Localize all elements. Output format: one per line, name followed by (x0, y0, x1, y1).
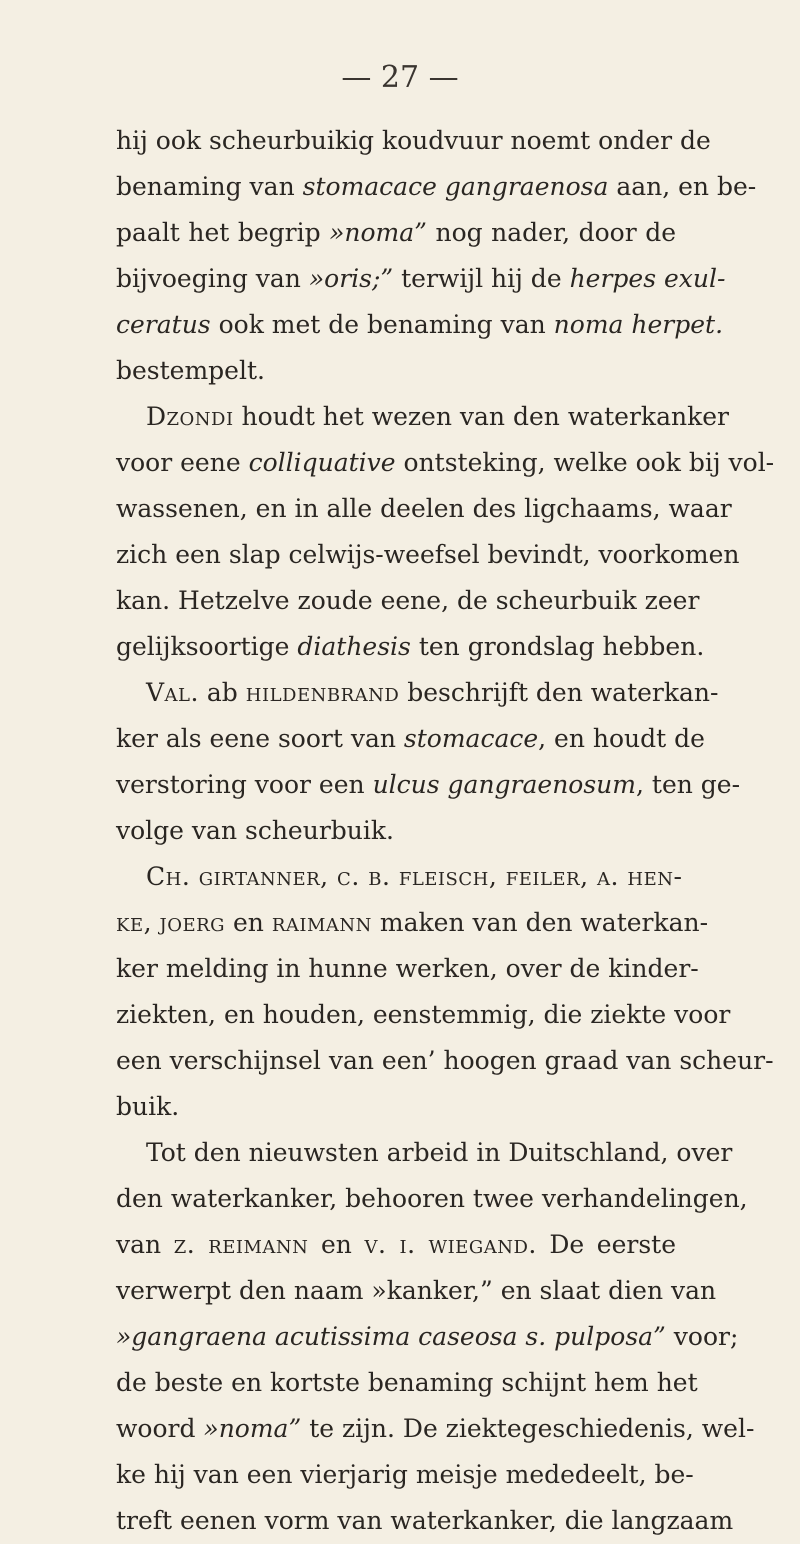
text-line (116, 992, 731, 1038)
text-line (116, 808, 676, 854)
text-segment: ook met de benaming van (210, 310, 554, 339)
small-caps-text: Ch. girtanner, c. b. fleisch, feiler, a. hen- (146, 862, 683, 891)
text-line (116, 1084, 676, 1130)
text-line (116, 1360, 698, 1406)
body-text (116, 118, 775, 1544)
small-caps-text: ke (116, 908, 144, 937)
text-segment: een verschijnsel van een’ hoogen graad van scheur- (116, 1046, 774, 1075)
text-segment: , ten ge- (636, 770, 741, 799)
italic-text: »oris;” (308, 264, 394, 293)
text-segment: en (225, 908, 272, 937)
text-segment: , en houdt de (538, 724, 705, 753)
text-segment: hij ook scheurbuikig koudvuur noemt onder de (116, 126, 711, 155)
text-line (116, 946, 699, 992)
small-caps-text: joerg (159, 908, 226, 937)
text-line (116, 486, 732, 532)
italic-text: »noma” (203, 1414, 302, 1443)
text-segment: paalt het begrip (116, 218, 330, 247)
text-segment: buik. (116, 1092, 180, 1121)
text-line (116, 1130, 733, 1176)
text-line (116, 348, 676, 394)
text-line (116, 670, 719, 716)
small-caps-text: hildenbrand (245, 678, 400, 707)
text-segment: den waterkanker, behooren twee verhandelingen, (116, 1184, 748, 1213)
text-line (116, 1406, 755, 1452)
text-segment: ab (198, 678, 246, 707)
text-segment: terwijl hij de (393, 264, 570, 293)
italic-text: »gangraena acutissima caseosa s. pulposa” (116, 1322, 666, 1351)
italic-text: ulcus gangraenosum (372, 770, 636, 799)
text-line (116, 532, 740, 578)
text-segment: zich een slap celwijs-weefsel bevindt, voorkomen (116, 540, 740, 569)
text-segment: volge van scheurbuik. (116, 816, 394, 845)
text-line (116, 900, 709, 946)
text-line (116, 1176, 748, 1222)
text-segment: , (143, 908, 160, 937)
text-line (116, 302, 724, 348)
small-caps-text: Dzondi (146, 402, 234, 431)
text-segment: wassenen, en in alle deelen des ligchaams, waar (116, 494, 732, 523)
text-segment: voor; (665, 1322, 739, 1351)
italic-text: herpes exul- (569, 264, 726, 293)
text-line (116, 1038, 774, 1084)
text-line (116, 210, 676, 256)
text-line (116, 440, 775, 486)
text-segment: ke hij van een vierjarig meisje mededeelt, be- (116, 1460, 694, 1489)
text-line (116, 1498, 734, 1544)
text-segment: verwerpt den naam »kanker,” en slaat dien van (116, 1276, 717, 1305)
text-line (116, 1314, 739, 1360)
text-line (116, 394, 729, 440)
italic-text: diathesis (297, 632, 411, 661)
text-line (116, 716, 705, 762)
text-segment: ker melding in hunne werken, over de kinder- (116, 954, 699, 983)
italic-text: noma herpet. (553, 310, 724, 339)
small-caps-text: raimann (271, 908, 372, 937)
small-caps-text: z. reimann (173, 1230, 309, 1259)
text-segment: en (308, 1230, 365, 1259)
text-line (116, 118, 711, 164)
text-segment: Tot den nieuwsten arbeid in Duitschland, over (146, 1138, 733, 1167)
text-line (116, 854, 683, 900)
italic-text: stomacace (403, 724, 539, 753)
text-segment: ten grondslag hebben. (410, 632, 705, 661)
text-segment: kan. Hetzelve zoude eene, de scheurbuik zeer (116, 586, 700, 615)
text-segment: aan, en be- (608, 172, 757, 201)
text-segment: benaming van (116, 172, 303, 201)
text-segment: ker als eene soort van (116, 724, 404, 753)
text-segment: maken van den waterkan- (371, 908, 709, 937)
page-number: — 27 — (341, 60, 459, 95)
text-segment: te zijn. De ziektegeschiedenis, wel- (301, 1414, 755, 1443)
text-segment: bestempelt. (116, 356, 265, 385)
text-line (116, 164, 757, 210)
text-segment: beschrijft den waterkan- (399, 678, 719, 707)
text-segment: ontsteking, welke ook bij vol- (395, 448, 775, 477)
text-segment: bijvoeging van (116, 264, 309, 293)
text-segment: voor eene (116, 448, 249, 477)
text-line (116, 578, 700, 624)
italic-text: »noma” (329, 218, 427, 247)
small-caps-text: Val. (146, 678, 199, 707)
text-line (116, 1222, 676, 1268)
text-segment: treft eenen vorm van waterkanker, die langzaam (116, 1506, 734, 1535)
text-line (116, 256, 726, 302)
text-line (116, 1268, 717, 1314)
text-line (116, 624, 705, 670)
italic-text: stomacace gangraenosa (302, 172, 609, 201)
text-segment: houdt het wezen van den waterkanker (233, 402, 729, 431)
text-segment: gelijksoortige (116, 632, 298, 661)
text-segment: verstoring voor een (116, 770, 373, 799)
text-segment: de beste en kortste benaming schijnt hem het (116, 1368, 698, 1397)
text-segment: woord (116, 1414, 204, 1443)
text-segment: van (116, 1230, 174, 1259)
text-segment: nog nader, door de (426, 218, 676, 247)
text-segment: De eerste (536, 1230, 676, 1259)
italic-text: colliquative (248, 448, 396, 477)
text-line (116, 762, 741, 808)
small-caps-text: v. i. wiegand. (364, 1230, 537, 1259)
text-line (116, 1452, 694, 1498)
text-segment: ziekten, en houden, eenstemmig, die ziekte voor (116, 1000, 731, 1029)
italic-text: ceratus (116, 310, 211, 339)
